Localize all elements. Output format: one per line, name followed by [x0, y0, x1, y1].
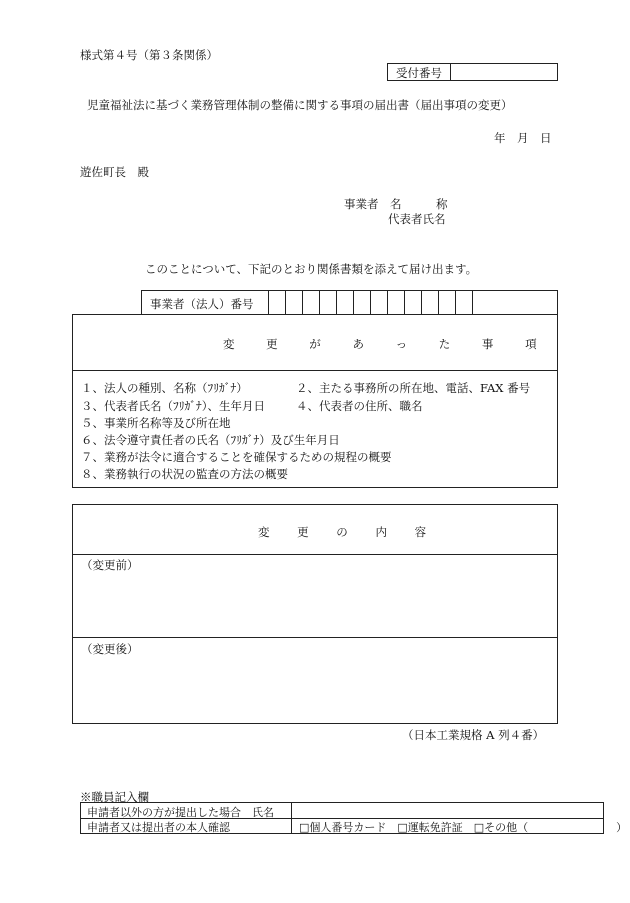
operator-number-cell-11[interactable]	[438, 291, 439, 314]
staff-row1-label: 申請者以外の方が提出した場合 氏名	[87, 806, 274, 819]
change-content-divider	[73, 554, 557, 555]
operator-number-cell-3[interactable]	[302, 291, 303, 314]
changed-item-7[interactable]: ７、業務が法令に適合することを確保するための規程の概要	[81, 450, 392, 464]
operator-number-cell-9[interactable]	[404, 291, 405, 314]
receipt-number-label: 受付番号	[396, 66, 442, 80]
changed-item-4[interactable]: ４、代表者の住所、職名	[296, 399, 423, 413]
operator-number-cell-5[interactable]	[336, 291, 337, 314]
after-change-field[interactable]	[73, 655, 557, 721]
staff-table	[80, 802, 628, 834]
operator-number-cell-8[interactable]	[387, 291, 388, 314]
operator-number-cell-12[interactable]	[455, 291, 456, 314]
change-content-heading: 変 更 の 内 容	[258, 525, 439, 539]
operator-number-cell-6[interactable]	[353, 291, 354, 314]
changed-items-heading: 変 更 が あ っ た 事 項	[223, 337, 551, 351]
business-name-label: 事業者 名 称	[344, 197, 448, 211]
changed-item-3[interactable]: ３、代表者氏名（ﾌﾘｶﾞﾅ）、生年月日	[81, 399, 265, 413]
change-content-box	[72, 504, 558, 724]
receipt-divider	[450, 64, 451, 80]
before-change-field[interactable]	[73, 571, 557, 637]
receipt-number-box	[387, 63, 558, 81]
date-line[interactable]: 年 月 日	[494, 131, 552, 145]
paper-size-note: （日本工業規格 A 列４番）	[402, 728, 545, 742]
operator-number-cell-4[interactable]	[319, 291, 320, 314]
changed-items-divider	[73, 370, 557, 371]
changed-item-1[interactable]: １、法人の種別、名称（ﾌﾘｶﾞﾅ）	[81, 381, 248, 395]
before-after-divider	[73, 637, 557, 638]
document-title: 児童福祉法に基づく業務管理体制の整備に関する事項の届出書（届出事項の変更）	[87, 98, 513, 112]
operator-number-label: 事業者（法人）番号	[150, 297, 254, 311]
changed-items-box	[72, 314, 558, 488]
statement: このことについて、下記のとおり関係書類を添えて届け出ます。	[145, 262, 478, 276]
changed-item-5[interactable]: ５、事業所名称等及び所在地	[81, 416, 231, 430]
operator-number-cell-7[interactable]	[370, 291, 371, 314]
staff-section-label: ※職員記入欄	[80, 790, 149, 804]
representative-name-label: 代表者氏名	[388, 212, 446, 226]
changed-item-2[interactable]: ２、主たる事務所の所在地、電話、FAX 番号	[296, 381, 531, 395]
operator-number-cell-13[interactable]	[472, 291, 473, 314]
staff-row2-options[interactable]: □個人番号カード □運転免許証 □その他（ ）	[299, 821, 628, 834]
addressee: 遊佐町長 殿	[80, 165, 149, 179]
staff-row1-value[interactable]	[292, 803, 603, 818]
before-change-label: （変更前）	[81, 558, 139, 572]
after-change-label: （変更後）	[81, 642, 139, 656]
staff-row2-label: 申請者又は提出者の本人確認	[87, 821, 230, 834]
operator-number-cell-10[interactable]	[421, 291, 422, 314]
form-number: 様式第４号（第３条関係）	[80, 48, 218, 62]
changed-item-6[interactable]: ６、法令遵守責任者の氏名（ﾌﾘｶﾞﾅ）及び生年月日	[81, 433, 340, 447]
operator-number-cell-1[interactable]	[268, 291, 269, 314]
changed-item-8[interactable]: ８、業務執行の状況の監査の方法の概要	[81, 467, 288, 481]
operator-number-row	[141, 290, 558, 315]
operator-number-cell-2[interactable]	[285, 291, 286, 314]
